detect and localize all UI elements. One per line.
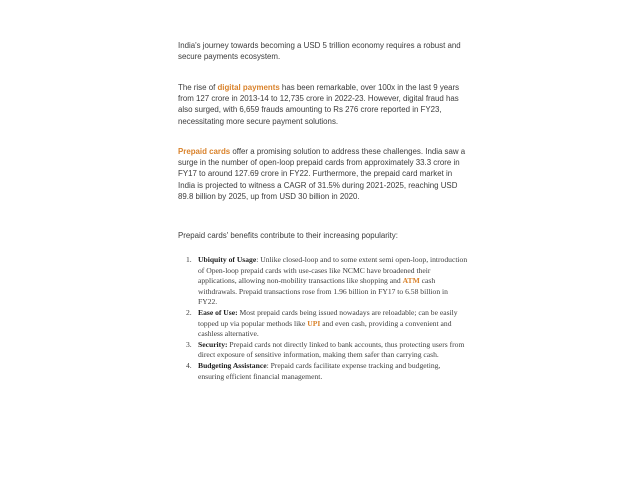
prepaid-cards-highlight: Prepaid cards <box>178 147 231 156</box>
prepaid-text-post: offer a promising solution to address these challenges. India saw a surge in the number of open-loop prepaid cards from approximately 33.3 crore in FY17 to around 127.69 crore in FY22. Furthermore, the prepaid card market in India is projected to witness a CAGR of 31.5% during 2021-2025, reaching USD 89.8 billion by 2025, up from USD 30 billion in 2020. <box>178 147 466 201</box>
benefit-title: Ubiquity of Usage <box>198 255 257 264</box>
list-item <box>178 308 468 340</box>
list-number: 4. <box>186 360 192 370</box>
benefits-list <box>178 255 468 382</box>
benefit-title: Ease of Use: <box>198 307 238 317</box>
benefit-text: : Unlike closed-loop and to some extent semi open-loop, introduction of Open-loop prepaid cards with use-cases like NCMC have broadened their applications, allowing non-mobility transactions like shopping and <box>198 255 468 286</box>
list-number: 1. <box>186 255 192 264</box>
list-item <box>178 340 468 361</box>
intro-paragraph: India's journey towards becoming a USD 5 trillion economy requires a robust and secure payments ecosystem. <box>178 41 461 62</box>
list-item <box>178 361 468 382</box>
benefit-text: : Prepaid cards facilitate expense tracking and budgeting, ensuring efficient financial management. <box>198 360 441 381</box>
benefit-title: Security: <box>198 339 228 349</box>
digital-payments-highlight: digital payments <box>217 83 280 92</box>
benefit-text: Most prepaid cards being issued nowadays are reloadable; can be easily topped up via popular methods like <box>198 307 458 328</box>
benefit-text: cash withdrawals. Prepaid transactions rose from 1.96 billion in FY17 to 6.58 billion in FY22. <box>198 276 448 307</box>
benefit-text: and even cash, providing a convenient and cashless alternative. <box>198 318 452 339</box>
atm-highlight: ATM <box>402 276 420 286</box>
benefits-heading: Prepaid cards' benefits contribute to their increasing popularity: <box>178 231 398 240</box>
list-number: 2. <box>186 307 192 317</box>
list-item <box>178 255 468 308</box>
prepaid-cards-paragraph <box>178 146 468 202</box>
benefit-text: Prepaid cards not directly linked to bank accounts, thus protecting users from direct exposure of sensitive information, making them safer than carrying cash. <box>198 339 465 360</box>
upi-highlight: UPI <box>307 318 321 328</box>
benefit-title: Budgeting Assistance <box>198 360 267 370</box>
rise-text-post: has been remarkable, over 100x in the last 9 years from 127 crore in 2013-14 to 12,735 crore in 2022-23. However, digital fraud has also surged, with 6,659 frauds amounting to Rs 276 crore reported in FY23, necessitating more secure payment solutions. <box>178 83 460 126</box>
list-number: 3. <box>186 339 192 349</box>
rise-text-pre: The rise of <box>178 83 218 92</box>
digital-payments-paragraph <box>178 82 468 127</box>
